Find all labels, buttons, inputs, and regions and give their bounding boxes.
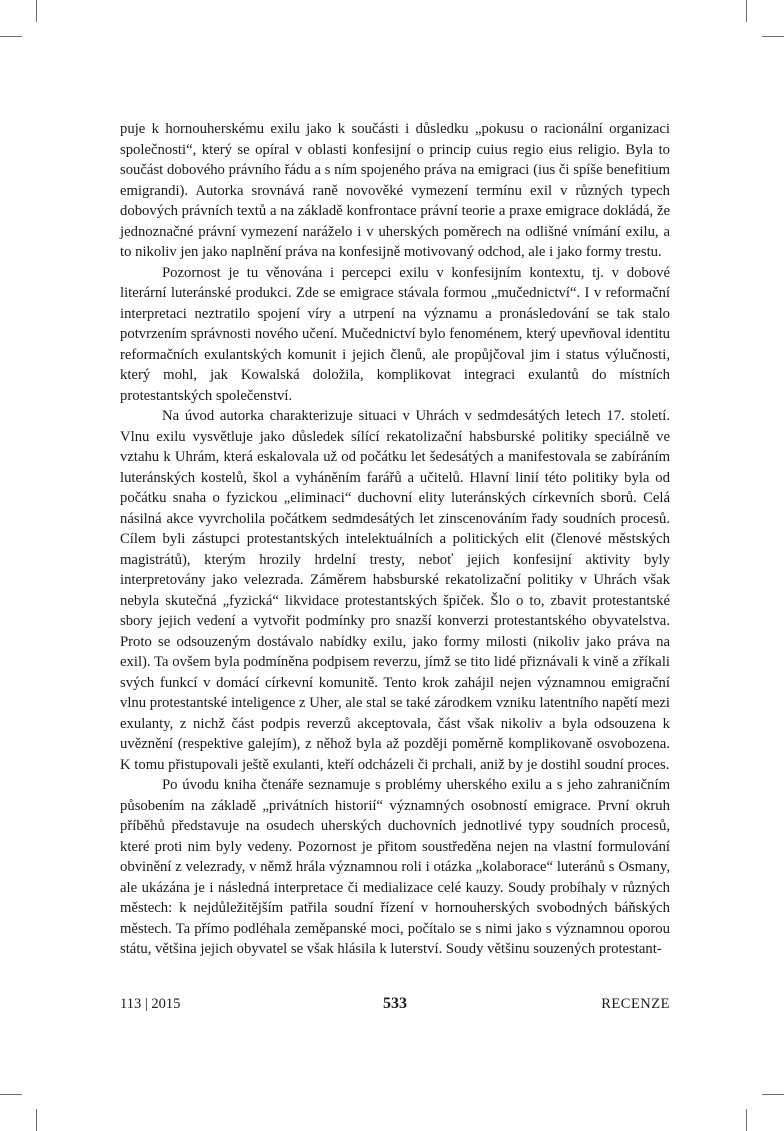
paragraph-3: Na úvod autorka charakterizuje situaci v Uhrách v sedmdesátých letech 17. století. Vlnu exilu vysvětluje jako důsledek sílící rekatolizační habsburské politiky speciálně ve vztahu k Uhrám, která eskalovala už od počátku let šedesátých a manifestovala se zabíráním luteránských kostelů, škol a vyháněním farářů a učitelů. Hlavní linií této politiky byla od počátku snaha o fyzickou „eliminaci“ duchovní elity luteránských církevních sborů. Celá násilná akce vyvrcholila počátkem sedmdesátých let zinscenováním řady soudních procesů. Cílem byli zástupci protestantských intelektuálních a politických elit (členové městských magistrátů), kterým hrozily hrdelní tresty, neboť jejich konfesijní aktivity byly interpretovány jako velezrada. Záměrem habsburské rekatolizační politiky v Uhrách však nebyla skutečná „fyzická“ likvidace protestantských špiček. Šlo o to, zbavit protestantské sbory jejich vedení a vytvořit podmínky pro snazší konverzi protestantského obyvatelstva. Proto se odsouzeným dostávalo nabídky exilu, jako formy milosti (nikoliv jako práva na exil). Ta ovšem byla podmíněna podpisem reverzu, jímž se tito lidé přiznávali k vině a zříkali svých funkcí v domácí církevní komunitě. Tento krok zahájil nejen významnou emigrační vlnu protestantské inteligence z Uher, ale stal se také zárodkem vzniku latentního napětí mezi exulanty, z nichž část podpis reverzů akceptovala, část však nikoliv a byla odsouzena k uvěznění (respektive galejím), z něhož byla až později poměrně komplikovaně osvobozena. K tomu přistupovali ještě exulanti, kteří odcházeli či prchali, aniž by je dostihl soudní proces. bbox=[120, 408, 670, 773]
issue-number: 113 | 2015 bbox=[120, 996, 181, 1012]
crop-mark-left-top bbox=[0, 36, 22, 37]
section-name: RECENZE bbox=[601, 996, 670, 1012]
crop-mark-left-bottom bbox=[0, 1094, 22, 1095]
paragraph-4: Po úvodu kniha čtenáře seznamuje s problémy uherského exilu a s jeho zahraničním působením na základě „privátních historií“ významných osobností emigrace. První okruh příběhů představuje na osudech uherských duchovních jednotlivé typy soudních procesů, které proti nim byly vedeny. Pozornost je přitom soustředěna nejen na vlastní formulování obvinění z velezrady, v němž hrála významnou roli i otázka „kolaborace“ luteránů s Osmany, ale ukázána je i následná interpretace či medializace celé kauzy. Soudy probíhaly v různých městech: k nejdůležitějším patřila soudní řízení v hornouherských svobodných báňských městech. Ta přímo podléhala zeměpanské moci, počítalo se s nimi jako s významnou oporou státu, většina jejich obyvatel se však hlásila k luterství. Soudy většinu souzených protestant- bbox=[120, 777, 670, 957]
crop-mark-right-top bbox=[762, 36, 784, 37]
crop-mark-top-right bbox=[746, 0, 747, 22]
crop-mark-bottom-left bbox=[36, 1109, 37, 1131]
crop-mark-top-left bbox=[36, 0, 37, 22]
body-text bbox=[120, 119, 670, 960]
paragraph-2: Pozornost je tu věnována i percepci exilu v konfesijním kontextu, tj. v dobové literární luteránské produkci. Zde se emigrace stávala formou „mučednictví“. I v reformační interpretaci neztratilo spojení víry a utrpení na významu a pronásledování se tak stalo potvrzením správnosti nového učení. Mučednictví bylo fenoménem, který upevňoval identitu reformačních exulantských komunit i jejich členů, ale propůjčoval jim i status výlučnosti, který mohl, jak Kowalská doložila, komplikovat integraci exulantů do místních protestantských společenství. bbox=[120, 264, 670, 404]
crop-mark-right-bottom bbox=[762, 1094, 784, 1095]
crop-mark-bottom-right bbox=[746, 1109, 747, 1131]
paragraph-1: puje k hornouherskému exilu jako k součásti i důsledku „pokusu o racionální organizaci společnosti“, který se opíral v oblasti konfesijní o princip cuius regio eius religio. Byla to součást dobového právního řádu a s ním spojeného práva na emigraci (ius či spíše benefitium emigrandi). Autorka srovnává raně novověké vymezení termínu exil v různých typech dobových právních textů a na základě konfrontace právní teorie a praxe emigrace dokládá, že jednoznačné právní vymezení naráželo i v uherských poměrech na odlišné vnímání exilu, a to nikoliv jen jako naplnění práva na konfesijně motivovaný odchod, ale i jako formy trestu. bbox=[120, 121, 670, 260]
page-number: 533 bbox=[383, 995, 407, 1012]
